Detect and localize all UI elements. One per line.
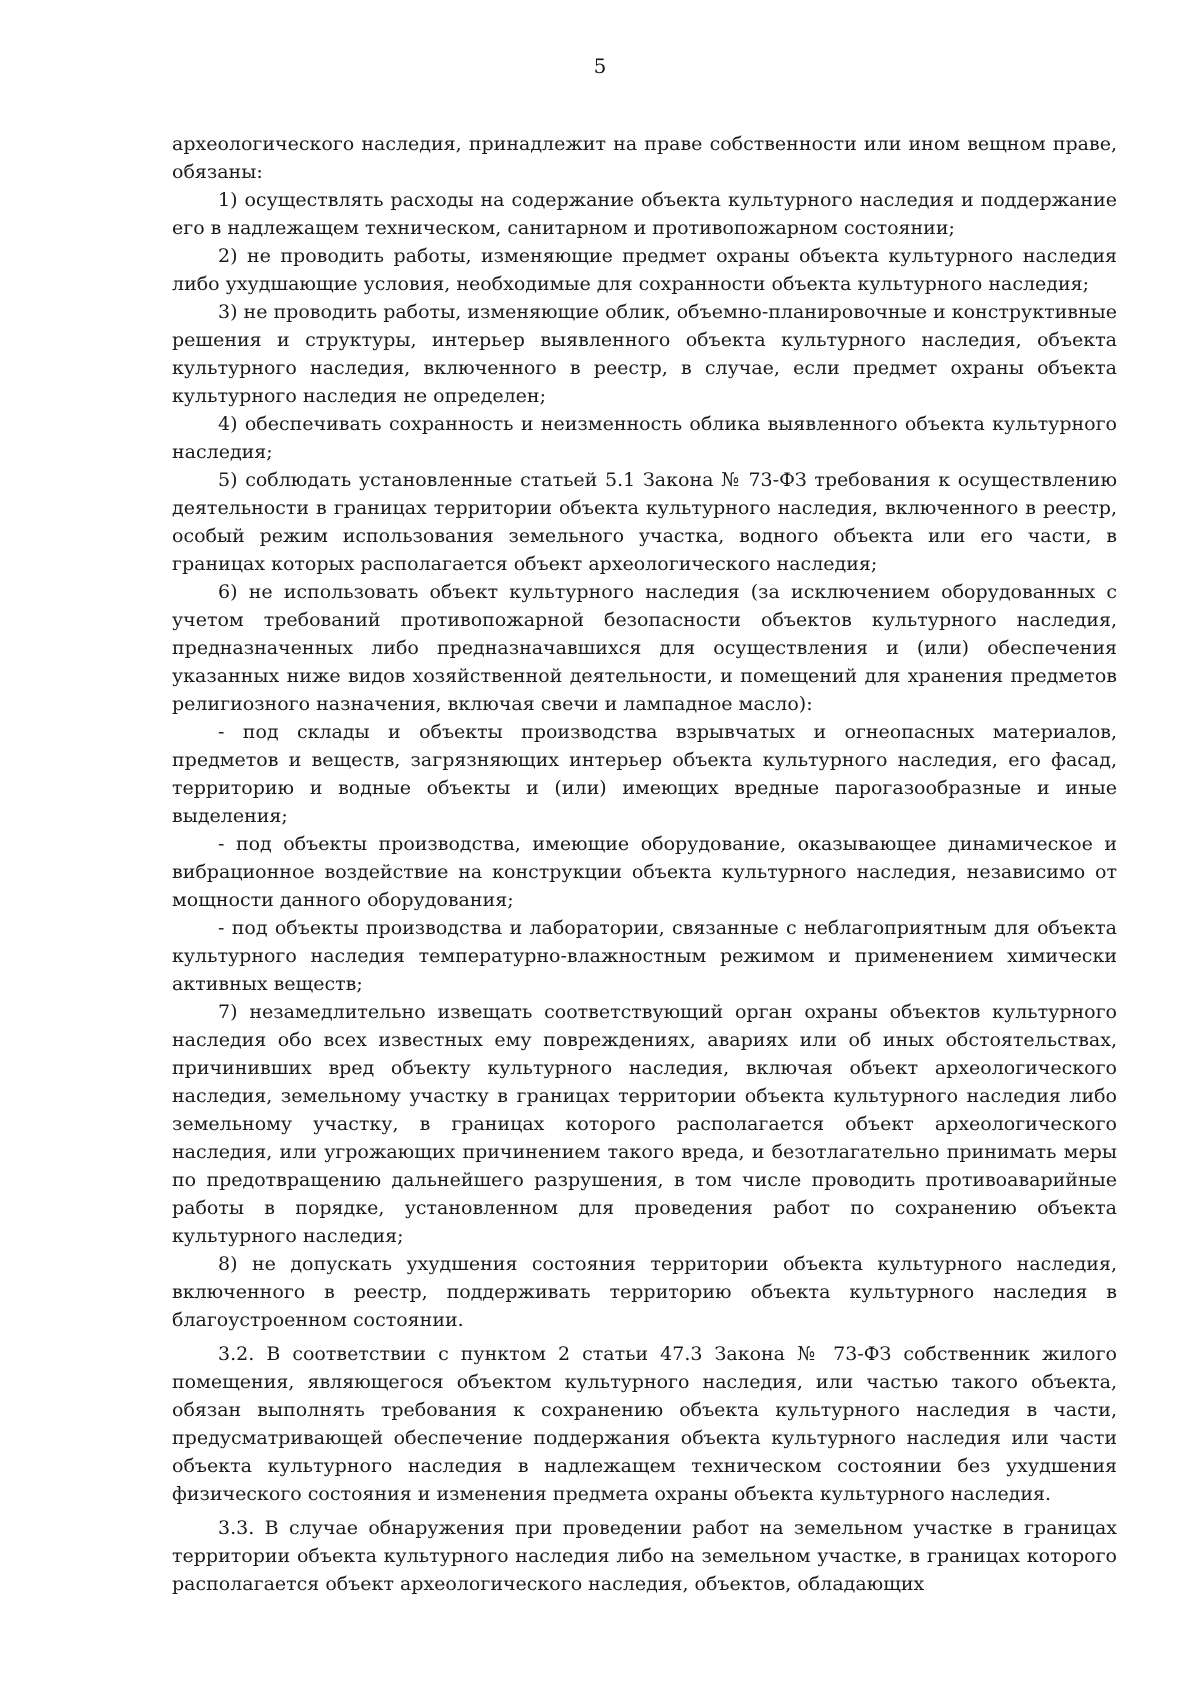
clause-3-2: 3.2. В соответствии с пунктом 2 статьи 47.3 Закона № 73-ФЗ собственник жилого помещения, являющегося объектом культурного наследия, или частью такого объекта, обязан выполнять требования к сохранению объекта культурного наследия в части, предусматривающей обеспечение поддержания объекта культурного наследия или части объекта культурного наследия в надлежащем техническом состоянии без ухудшения физического состояния и изменения предмета охраны объекта культурного наследия. bbox=[172, 1343, 1117, 1505]
sub-item-laboratories: - под объекты производства и лаборатории, связанные с неблагоприятным для объекта культурного наследия температурно-влажностным режимом и применением химически активных веществ; bbox=[172, 917, 1117, 995]
paragraph-continuation: археологического наследия, принадлежит на праве собственности или ином вещном праве, обязаны: bbox=[172, 133, 1117, 183]
sub-item-warehouses: - под склады и объекты производства взрывчатых и огнеопасных материалов, предметов и веществ, загрязняющих интерьер объекта культурного наследия, его фасад, территорию и водные объекты и (или) имеющих вредные парогазообразные и иные выделения; bbox=[172, 721, 1117, 827]
list-item-5: 5) соблюдать установленные статьей 5.1 Закона № 73-ФЗ требования к осуществлению деятельности в границах территории объекта культурного наследия, включенного в реестр, особый режим использования земельного участка, водного объекта или его части, в границах которых располагается объект археологического наследия; bbox=[172, 469, 1117, 575]
list-item-7: 7) незамедлительно извещать соответствующий орган охраны объектов культурного наследия обо всех известных ему повреждениях, авариях или об иных обстоятельствах, причинивших вред объекту культурного наследия, включая объект археологического наследия, земельному участку в границах территории объекта культурного наследия либо земельному участку, в границах которого располагается объект археологического наследия, или угрожающих причинением такого вреда, и безотлагательно принимать меры по предотвращению дальнейшего разрушения, в том числе проводить противоаварийные работы в порядке, установленном для проведения работ по сохранению объекта культурного наследия; bbox=[172, 1001, 1117, 1247]
list-item-6: 6) не использовать объект культурного наследия (за исключением оборудованных с учетом требований противопожарной безопасности объектов культурного наследия, предназначенных либо предназначавшихся для осуществления и (или) обеспечения указанных ниже видов хозяйственной деятельности, и помещений для хранения предметов религиозного назначения, включая свечи и лампадное масло): bbox=[172, 581, 1117, 715]
clause-3-3: 3.3. В случае обнаружения при проведении работ на земельном участке в границах территории объекта культурного наследия либо на земельном участке, в границах которого располагается объект археологического наследия, объектов, обладающих bbox=[172, 1517, 1117, 1595]
list-item-3: 3) не проводить работы, изменяющие облик, объемно-планировочные и конструктивные решения и структуры, интерьер выявленного объекта культурного наследия, объекта культурного наследия, включенного в реестр, в случае, если предмет охраны объекта культурного наследия не определен; bbox=[172, 301, 1117, 407]
list-item-4: 4) обеспечивать сохранность и неизменность облика выявленного объекта культурного наследия; bbox=[172, 413, 1117, 463]
list-item-1: 1) осуществлять расходы на содержание объекта культурного наследия и поддержание его в надлежащем техническом, санитарном и противопожарном состоянии; bbox=[172, 189, 1117, 239]
page-number: 5 bbox=[593, 54, 607, 78]
list-item-2: 2) не проводить работы, изменяющие предмет охраны объекта культурного наследия либо ухудшающие условия, необходимые для сохранности объекта культурного наследия; bbox=[172, 245, 1117, 295]
sub-item-production: - под объекты производства, имеющие оборудование, оказывающее динамическое и вибрационное воздействие на конструкции объекта культурного наследия, независимо от мощности данного оборудования; bbox=[172, 833, 1117, 911]
document-body bbox=[172, 130, 1117, 1598]
list-item-8: 8) не допускать ухудшения состояния территории объекта культурного наследия, включенного в реестр, поддерживать территорию объекта культурного наследия в благоустроенном состоянии. bbox=[172, 1253, 1117, 1331]
